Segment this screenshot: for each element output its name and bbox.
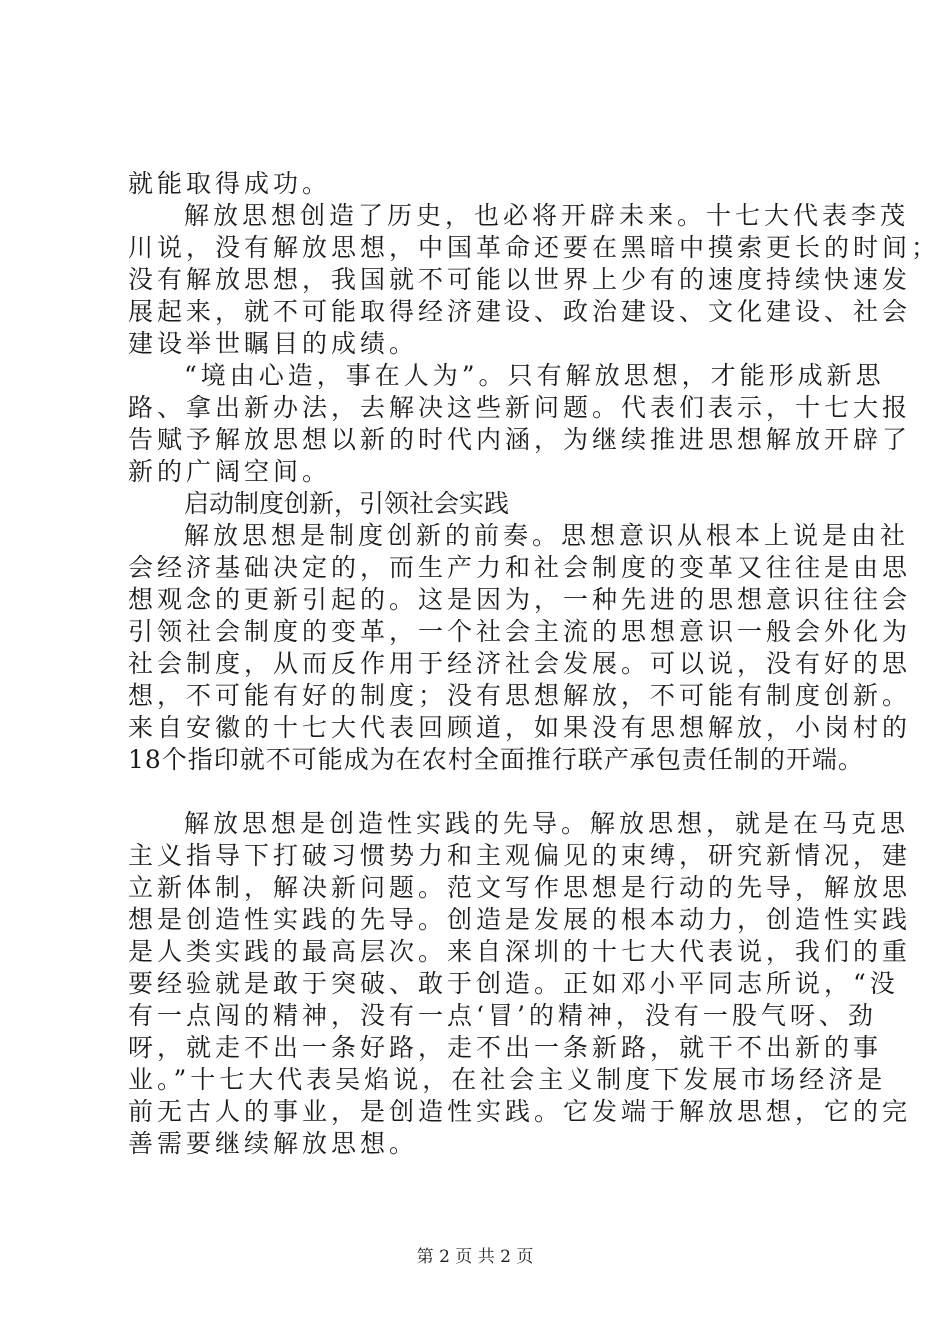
text-line: 立新体制，解决新问题。范文写作思想是行动的先导，解放思 xyxy=(128,873,912,902)
text-line: 川说，没有解放思想，中国革命还要在黑暗中摸索更长的时间； xyxy=(128,233,941,262)
document-body xyxy=(128,168,941,1160)
text-line: 要经验就是敢于突破、敢于创造。正如邓小平同志所说，“没 xyxy=(128,969,899,998)
text-line: 引领社会制度的变革，一个社会主流的思想意识一般会外化为 xyxy=(128,617,912,646)
text-line: 来自安徽的十七大代表回顾道，如果没有思想解放，小岗村的 xyxy=(128,713,912,742)
text-line: 呀，就走不出一条好路，走不出一条新路，就干不出新的事 xyxy=(128,1033,883,1062)
paragraph-gap xyxy=(128,776,828,808)
text-line: 有一点闯的精神，没有一点‘冒’的精神，没有一股气呀、劲 xyxy=(128,1001,877,1030)
section-heading: 启动制度创新，引领社会实践 xyxy=(184,489,510,518)
text-line: 是人类实践的最高层次。来自深圳的十七大代表说，我们的重 xyxy=(128,937,912,966)
paragraph-start: 解放思想是制度创新的前奏。思想意识从根本上说是由社 xyxy=(184,521,910,550)
text-line: 路、拿出新办法，去解决这些新问题。代表们表示，十七大报 xyxy=(128,393,912,422)
text-line: 想是创造性实践的先导。创造是发展的根本动力，创造性实践 xyxy=(128,905,912,934)
text-line: 业。”十七大代表吴焰说，在社会主义制度下发展市场经济是 xyxy=(128,1065,887,1094)
text-line: 展起来，就不可能取得经济建设、政治建设、文化建设、社会 xyxy=(128,297,912,326)
text-line: 前无古人的事业，是创造性实践。它发端于解放思想，它的完 xyxy=(128,1097,912,1126)
text-line: 会经济基础决定的，而生产力和社会制度的变革又往往是由思 xyxy=(128,553,912,582)
paragraph-start: 解放思想创造了历史，也必将开辟未来。十七大代表李茂 xyxy=(184,201,910,230)
text-line: 想，不可能有好的制度；没有思想解放，不可能有制度创新。 xyxy=(128,681,912,710)
text-line: 主义指导下打破习惯势力和主观偏见的束缚，研究新情况，建 xyxy=(128,841,912,870)
paragraph-start: 解放思想是创造性实践的先导。解放思想，就是在马克思 xyxy=(184,809,910,838)
text-line: 善需要继续解放思想。 xyxy=(128,1129,419,1158)
text-line: 没有解放思想，我国就不可能以世界上少有的速度持续快速发 xyxy=(128,265,912,294)
text-line: 社会制度，从而反作用于经济社会发展。可以说，没有好的思 xyxy=(128,649,912,678)
text-line: 新的广阔空间。 xyxy=(128,457,332,486)
page-number-footer: 第 2 页 共 2 页 xyxy=(416,1247,534,1267)
text-line: 建设举世瞩目的成绩。 xyxy=(128,329,419,358)
text-line: 想观念的更新引起的。这是因为，一种先进的思想意识往往会 xyxy=(128,585,912,614)
text-line: 就能取得成功。 xyxy=(128,169,332,198)
paragraph-start: “境由心造，事在人为”。只有解放思想，才能形成新思 xyxy=(184,361,885,390)
text-line: 18个指印就不可能成为在农村全面推行联产承包责任制的开端。 xyxy=(128,745,864,774)
text-line: 告赋予解放思想以新的时代内涵，为继续推进思想解放开辟了 xyxy=(128,425,912,454)
